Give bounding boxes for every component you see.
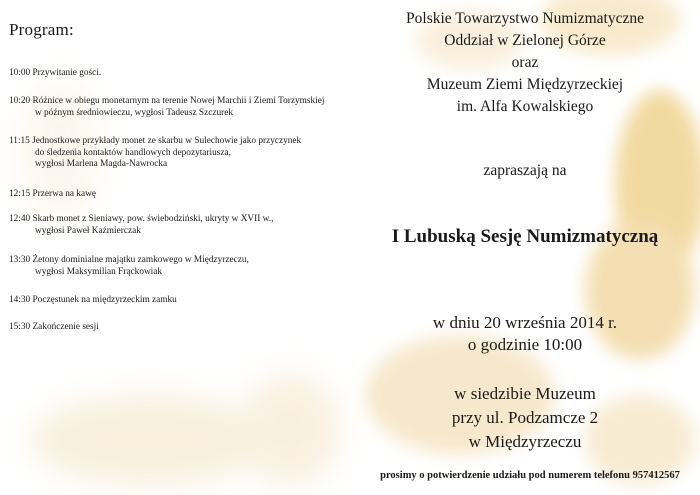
date-line: w dniu 20 września 2014 r. <box>432 313 618 332</box>
organizer-line: Muzeum Ziemi Międzyrzeckiej <box>426 76 624 93</box>
agenda-item <box>9 295 339 307</box>
invite-text: zapraszają na <box>483 162 567 179</box>
agenda-line: 10:20 Różnice w obiegu monetarnym na terenie Nowej Marchii i Ziemi Torzymskiej <box>9 96 325 106</box>
agenda-line: 15:30 Zakończenie sesji <box>9 322 99 332</box>
organizers <box>350 8 700 118</box>
agenda-line: 14:30 Poczęstunek na międzyrzeckim zamku <box>9 295 177 305</box>
agenda-line: 10:00 Przywitanie gości. <box>9 68 102 78</box>
agenda-item <box>9 255 339 278</box>
organizer-line: oraz <box>511 54 539 71</box>
agenda-line: do śledzenia kontaktów handlowych depozytariusza, <box>35 147 231 158</box>
invitation-page <box>350 0 700 495</box>
agenda-item <box>9 68 339 80</box>
venue-line: przy ul. Podzamcze 2 <box>451 408 599 427</box>
agenda-line: 11:15 Jednostkowe przykłady monet ze skarbu w Sulechowie jako przyczynek <box>9 136 302 146</box>
agenda-line: w późnym średniowieczu, wygłosi Tadeusz Szczurek <box>35 107 233 118</box>
rsvp-note: prosimy o potwierdzenie udziału pod numerem telefonu 957412567 <box>380 470 680 481</box>
event-date <box>350 312 700 356</box>
agenda-item <box>9 322 339 334</box>
time-line: o godzinie 10:00 <box>467 335 583 354</box>
program-heading: Program: <box>9 20 74 39</box>
venue-line: w siedzibie Muzeum <box>454 384 596 403</box>
agenda-line: wygłosi Paweł Kaźmierczak <box>35 225 141 236</box>
agenda-item <box>9 214 339 237</box>
agenda-line: wygłosi Marlena Magda-Nawrocka <box>35 159 168 169</box>
program-page <box>0 0 345 495</box>
agenda-item <box>9 136 339 171</box>
agenda-item <box>9 189 339 201</box>
agenda-line: 12:15 Przerwa na kawę <box>9 189 96 199</box>
event-venue <box>350 382 700 454</box>
organizer-line: Oddział w Zielonej Górze <box>444 32 606 49</box>
organizer-line: im. Alfa Kowalskiego <box>456 98 594 115</box>
organizer-line: Polskie Towarzystwo Numizmatyczne <box>406 10 644 27</box>
agenda-line: 13:30 Żetony dominialne majątku zamkowego w Międzyrzeczu, <box>9 255 249 265</box>
agenda-line: wygłosi Maksymilian Frąckowiak <box>35 266 163 277</box>
agenda-item <box>9 96 339 119</box>
venue-line: w Międzyrzeczu <box>468 432 582 451</box>
agenda-line: 12:40 Skarb monet z Sieniawy, pow. świebodziński, ukryty w XVII w., <box>9 214 274 224</box>
session-title: I Lubuską Sesję Numizmatyczną <box>391 226 659 247</box>
